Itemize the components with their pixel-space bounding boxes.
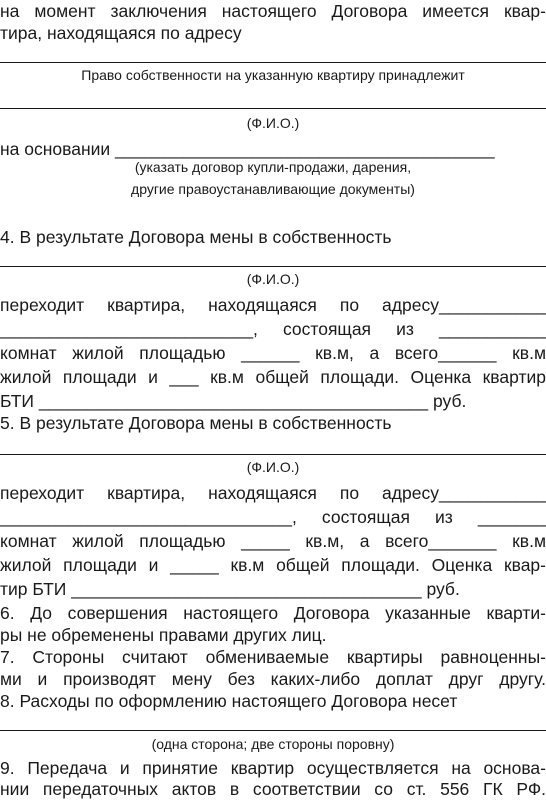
fill-line	[0, 266, 546, 267]
text-line: 6. До совершения настоящего Договора указанные кварти-	[0, 603, 546, 623]
text-line: тир БТИ ____________________________________ руб.	[0, 579, 460, 599]
text-line: на момент заключения настоящего Договора имеется квар-	[0, 1, 546, 21]
text-line: ______________________________, состоящая из _______	[0, 507, 546, 527]
text-line: 5. В результате Договора мены в собственность	[0, 413, 392, 433]
text-line: переходит квартира, находящаяся по адресу___________	[0, 483, 546, 503]
caption-line: Право собственности на указанную квартиру принадлежит	[81, 67, 465, 83]
caption-line: (указать договор купли-продажи, дарения,	[134, 159, 412, 175]
caption-line: другие правоустанавливающие документы)	[131, 181, 415, 197]
text-line: нии передаточных актов в соответствии со ст. 556 ГК РФ.	[0, 779, 546, 799]
fill-line	[0, 730, 546, 731]
fill-line	[0, 454, 546, 455]
fill-line	[0, 108, 546, 109]
text-line: ры не обременены правами других лиц.	[0, 625, 327, 645]
text-line: комнат жилой площадью ______ кв.м, а всего______ кв.м	[0, 343, 546, 363]
text-line: на основании _______________________________________	[0, 139, 495, 159]
text-line: 7. Стороны считают обмениваемые квартиры равноценны-	[0, 647, 546, 667]
fill-line	[0, 62, 546, 63]
text-line: 4. В результате Договора мены в собственность	[0, 227, 392, 247]
caption-line: (одна сторона; две стороны поровну)	[151, 736, 395, 752]
text-line: жилой площади и _____ кв.м общей площади. Оценка квар-	[0, 555, 546, 575]
text-line: жилой площади и ___ кв.м общей площади. Оценка квартир	[0, 367, 546, 387]
text-line: 9. Передача и принятие квартир осуществляется на основа-	[0, 758, 546, 778]
text-line: 8. Расходы по оформлению настоящего Договора несет	[0, 691, 458, 711]
text-line: ми и производят мену без каких-либо доплат друг другу.	[0, 669, 546, 689]
caption-line: (Ф.И.О.)	[246, 271, 300, 287]
text-line: переходит квартира, находящаяся по адресу___________	[0, 295, 546, 315]
caption-line: (Ф.И.О.)	[246, 115, 300, 131]
text-line: БТИ ________________________________________ руб.	[0, 391, 467, 411]
text-line: комнат жилой площадью _____ кв.м, а всего_______ кв.м	[0, 531, 546, 551]
text-line: тира, находящаяся по адресу	[0, 23, 242, 43]
caption-line: (Ф.И.О.)	[246, 459, 300, 475]
text-line: __________________________, состоящая из ___________	[0, 319, 546, 339]
